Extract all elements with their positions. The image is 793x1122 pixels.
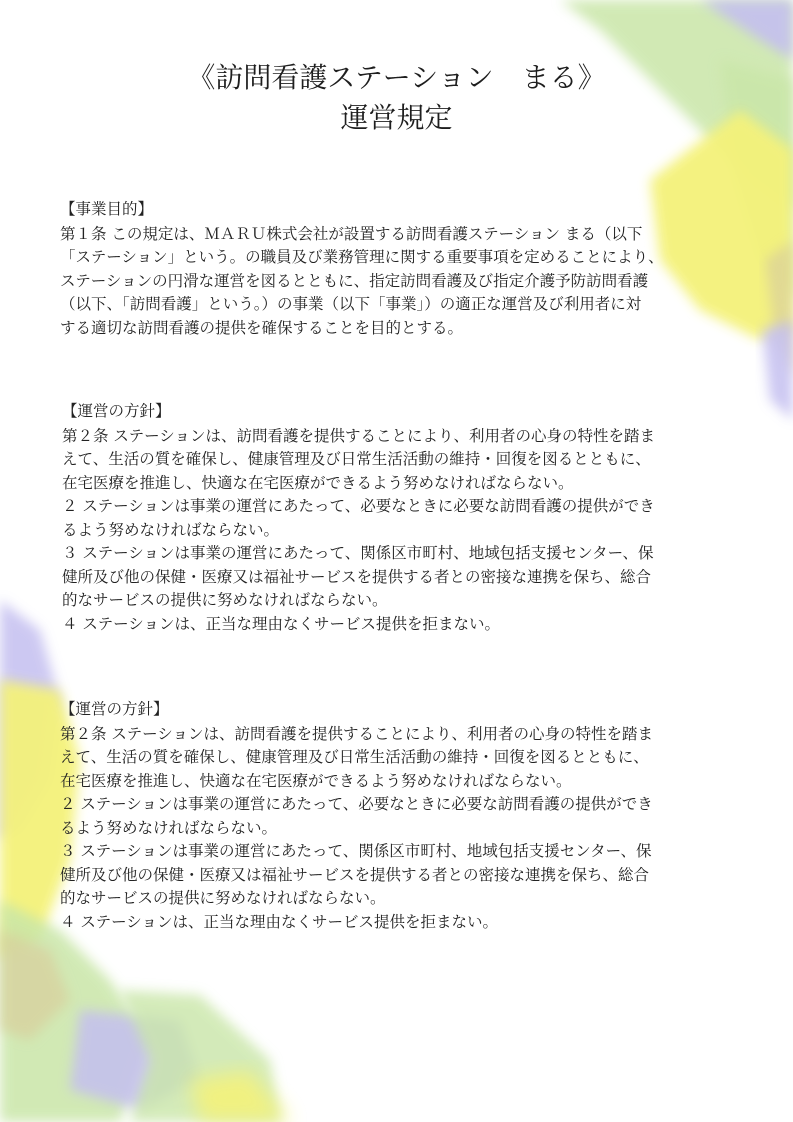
section-policy-1 [62, 400, 655, 636]
document-title: 《訪問看護ステーション まる》 [187, 61, 606, 94]
section-line: 健所及び他の保健・医療又は福祉サービスを提供する者との密接な連携を保ち、総合 [60, 865, 650, 884]
section-line: （以下、「訪問看護」という。）の事業（以下「事業」）の適正な運営及び利用者に対 [60, 295, 642, 313]
section-line: 在宅医療を推進し、快適な在宅医療ができるよう努めなければならない。 [62, 473, 574, 492]
section-line: えて、生活の質を確保し、健康管理及び日常生活活動の維持・回復を図るとともに、 [62, 450, 651, 468]
section-line: ３ ステーションは事業の運営にあたって、関係区市町村、地域包括支援センター、保 [60, 842, 652, 860]
section-line: 第２条 ステーションは、訪問看護を提供することにより、利用者の心身の特性を踏ま [62, 426, 655, 445]
section-line: えて、生活の質を確保し、健康管理及び日常生活活動の維持・回復を図るとともに、 [60, 748, 649, 766]
section-line: ４ ステーションは、正当な理由なくサービス提供を拒まない。 [62, 614, 500, 633]
section-line: るよう努めなければならない。 [62, 520, 280, 539]
section-line: 「ステーション」という。の職員及び業務管理に関する重要事項を定めることにより、 [60, 248, 664, 266]
section-heading: 【運営の方針】 [60, 700, 169, 718]
section-heading: 【運営の方針】 [62, 402, 171, 420]
section-line: 第２条 ステーションは、訪問看護を提供することにより、利用者の心身の特性を踏ま [60, 724, 653, 743]
section-line: 在宅医療を推進し、快適な在宅医療ができるよう努めなければならない。 [60, 771, 572, 790]
section-purpose [60, 198, 664, 340]
document-subtitle: 運営規定 [340, 101, 453, 134]
section-policy-2 [60, 698, 653, 934]
section-line: ３ ステーションは事業の運営にあたって、関係区市町村、地域包括支援センター、保 [62, 544, 654, 562]
section-line: ２ ステーションは事業の運営にあたって、必要なときに必要な訪問看護の提供ができ [62, 497, 655, 515]
section-line: るよう努めなければならない。 [60, 818, 278, 837]
section-line: 第１条 この規定は、ＭＡＲＵ株式会社が設置する訪問看護ステーション まる（以下 [60, 224, 643, 243]
section-line: 的なサービスの提供に努めなければならない。 [62, 591, 388, 609]
section-line: 健所及び他の保健・医療又は福祉サービスを提供する者との密接な連携を保ち、総合 [62, 567, 652, 586]
section-line: ２ ステーションは事業の運営にあたって、必要なときに必要な訪問看護の提供ができ [60, 795, 653, 813]
section-line: ４ ステーションは、正当な理由なくサービス提供を拒まない。 [60, 912, 498, 931]
section-line: する適切な訪問看護の提供を確保することを目的とする。 [60, 318, 464, 337]
section-heading: 【事業目的】 [60, 200, 154, 218]
section-line: 的なサービスの提供に努めなければならない。 [60, 889, 386, 907]
section-line: ステーションの円滑な運営を図るとともに、指定訪問看護及び指定介護予防訪問看護 [60, 271, 649, 290]
